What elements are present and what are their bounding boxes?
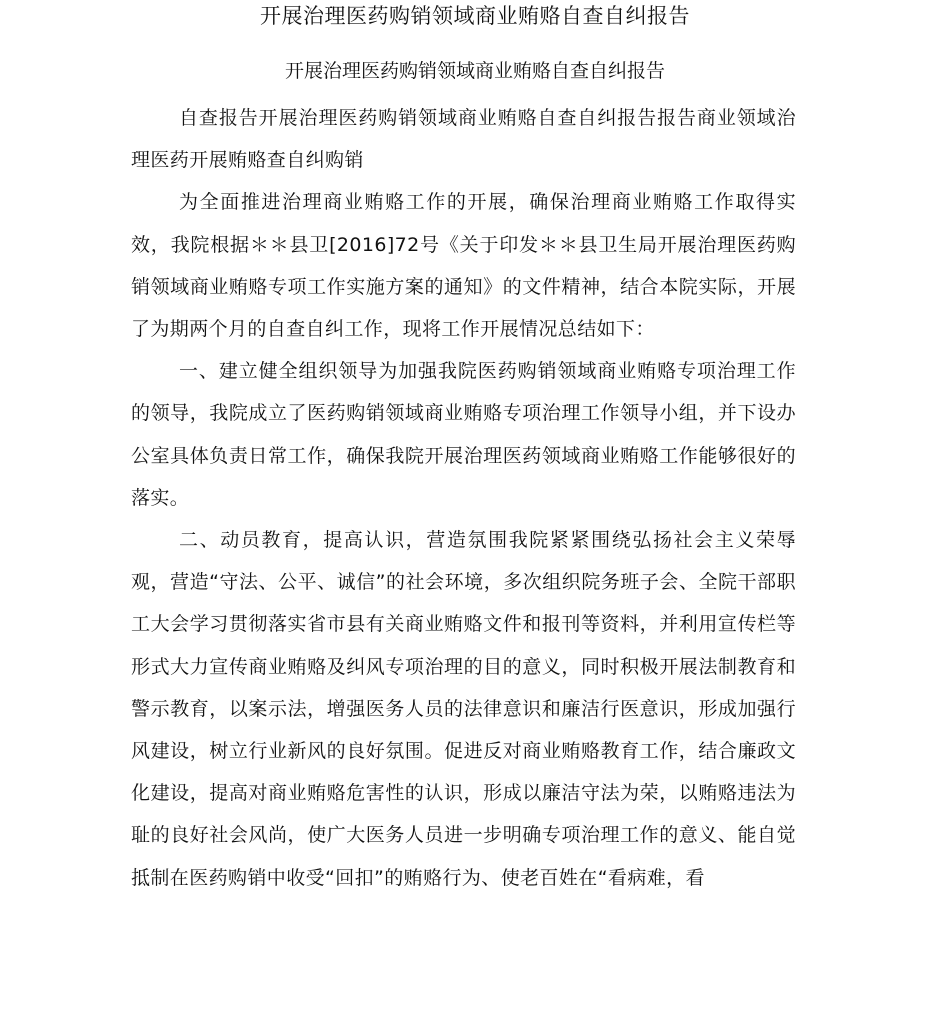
paragraph-section-two: 二、动员教育，提高认识，营造氛围我院紧紧围绕弘扬社会主义荣辱观，营造“守法、公平、诚信”的社会环境，多次组织院务班子会、全院干部职工大会学习贯彻落实省市县有关商业贿赂文件和报刊等资料，并利用宣传栏等形式大力宣传商业贿赂及纠风专项治理的目的意义，同时积极开展法制教育和警示教育，以案示法，增强医务人员的法律意识和廉洁行医意识，形成加强行风建设，树立行业新风的良好氛围。促进反对商业贿赂教育工作，结合廉政文化建设，提高对商业贿赂危害性的认识，形成以廉洁守法为荣，以贿赂违法为耻的良好社会风尚，使广大医务人员进一步明确专项治理工作的意义、能自觉抵制在医药购销中收受“回扣”的贿赂行为、使老百姓在“看病难，看 xyxy=(131,529,796,889)
document-body xyxy=(131,97,796,899)
document-title: 开展治理医药购销领域商业贿赂自查自纠报告 xyxy=(260,4,690,28)
paragraph-intro: 为全面推进治理商业贿赂工作的开展，确保治理商业贿赂工作取得实效，我院根据＊＊县卫[2016]72号《关于印发＊＊县卫生局开展治理医药购销领域商业贿赂专项工作实施方案的通知》的文件精神，结合本院实际，开展了为期两个月的自查自纠工作，现将工作开展情况总结如下： xyxy=(131,191,796,341)
paragraph-keywords: 自查报告开展治理医药购销领域商业贿赂自查自纠报告报告商业领域治理医药开展贿赂查自纠购销 xyxy=(131,107,796,172)
document-subtitle: 开展治理医药购销领域商业贿赂自查自纠报告 xyxy=(284,60,665,82)
paragraph-section-one: 一、建立健全组织领导为加强我院医药购销领域商业贿赂专项治理工作的领导，我院成立了医药购销领域商业贿赂专项治理工作领导小组，并下设办公室具体负责日常工作，确保我院开展治理医药领域商业贿赂工作能够很好的落实。 xyxy=(131,360,796,509)
